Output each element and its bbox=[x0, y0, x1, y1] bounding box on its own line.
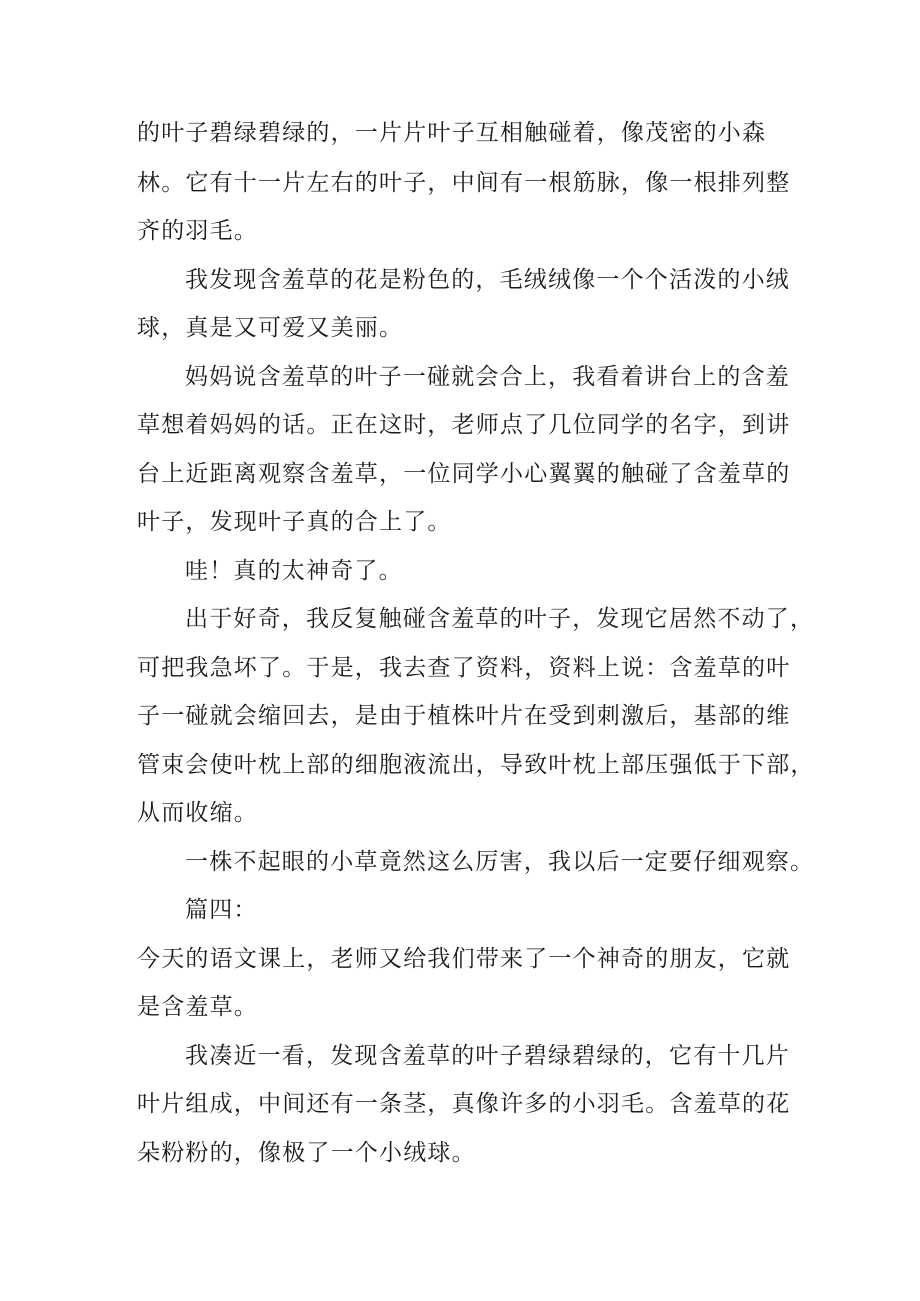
text-line: 子一碰就会缩回去，是由于植株叶片在受到刺激后，基部的维 bbox=[137, 703, 791, 729]
text-line: 可把我急坏了。于是，我去查了资料，资料上说：含羞草的叶 bbox=[137, 655, 791, 681]
text-line: 的叶子碧绿碧绿的，一片片叶子互相触碰着，像茂密的小森 bbox=[137, 120, 767, 146]
text-line: 妈妈说含羞草的叶子一碰就会合上，我看着讲台上的含羞 bbox=[185, 364, 790, 390]
text-line: 叶子，发现叶子真的合上了。 bbox=[137, 509, 452, 535]
text-line: 一株不起眼的小草竟然这么厉害，我以后一定要仔细观察。 bbox=[185, 849, 815, 875]
text-line: 我发现含羞草的花是粉色的，毛绒绒像一个个活泼的小绒 bbox=[185, 267, 790, 293]
text-line: 林。它有十一片左右的叶子，中间有一根筋脉，像一根排列整 bbox=[137, 170, 791, 196]
text-line: 台上近距离观察含羞草，一位同学小心翼翼的触碰了含羞草的 bbox=[137, 461, 791, 487]
text-line: 今天的语文课上，老师又给我们带来了一个神奇的朋友，它就 bbox=[137, 946, 791, 972]
text-line: 管束会使叶枕上部的细胞液流出，导致叶枕上部压强低于下部， bbox=[137, 752, 815, 778]
text-line: 哇！真的太神奇了。 bbox=[185, 558, 403, 584]
text-line: 从而收缩。 bbox=[137, 800, 258, 826]
section-heading: 篇四： bbox=[185, 897, 258, 923]
text-line: 草想着妈妈的话。正在这时，老师点了几位同学的名字，到讲 bbox=[137, 412, 791, 438]
text-line: 朵粉粉的，像极了一个小绒球。 bbox=[137, 1140, 476, 1166]
text-line: 我凑近一看，发现含羞草的叶子碧绿碧绿的，它有十几片 bbox=[185, 1043, 790, 1069]
text-line: 叶片组成，中间还有一条茎，真像许多的小羽毛。含羞草的花 bbox=[137, 1091, 791, 1117]
text-line: 是含羞草。 bbox=[137, 994, 258, 1020]
text-line: 齐的羽毛。 bbox=[137, 218, 258, 244]
text-line: 出于好奇，我反复触碰含羞草的叶子，发现它居然不动了， bbox=[185, 606, 815, 632]
text-line: 球，真是又可爱又美丽。 bbox=[137, 315, 404, 341]
